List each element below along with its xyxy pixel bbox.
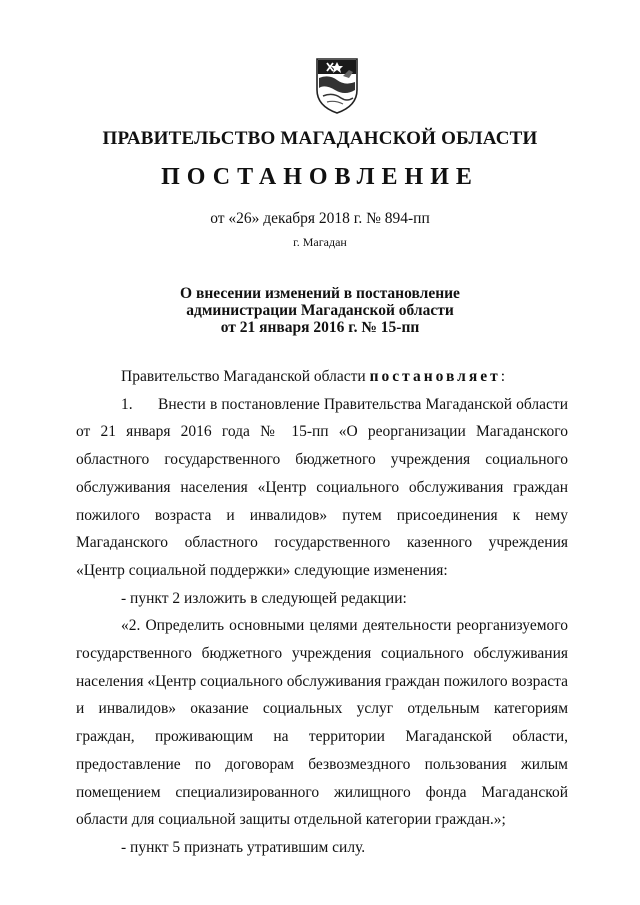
item-1-paragraph: [76, 391, 568, 585]
subject-line-2: администрации Магаданской области: [186, 302, 454, 319]
point-5-text: - пункт 5 признать утратившим силу.: [121, 838, 366, 856]
point-2-text: «2. Определить основными целями деятельности реорганизуемого государственного бюджетного учреждения социального обслуживания населения «Центр социального обслуживания граждан пожилого возраста и инвалидов» оказание социальных услуг отдельным категориям граждан, проживающим на территории Магаданской области, предоставление по договорам безвозмездного пользования жилым помещением специализированного жилищного фонда Магаданской области для социальной защиты отдельной категории граждан.»;: [76, 617, 568, 829]
preamble-verb: постановляет: [369, 368, 501, 385]
subject-line-3: от 21 января 2016 г. № 15-пп: [220, 319, 420, 336]
coat-of-arms-icon: [313, 56, 361, 116]
document-subject: [0, 285, 640, 336]
item-1-text: Внести в постановление Правительства Магаданской области от 21 января 2016 года № 15-пп «О реорганизации Магаданского областного государственного бюджетного учреждения социального обслуживания населения «Центр социального обслуживания граждан пожилого возраста и инвалидов» путем присоединения к нему Магаданского областного государственного казенного учреждения «Центр социальной поддержки» следующие изменения:: [76, 395, 568, 579]
point-2-intro: - пункт 2 изложить в следующей редакции:: [121, 589, 407, 607]
subject-line-1: О внесении изменений в постановление: [180, 285, 460, 302]
document-city: г. Магадан: [293, 235, 347, 249]
document-body: [76, 363, 568, 862]
government-title: ПРАВИТЕЛЬСТВО МАГАДАНСКОЙ ОБЛАСТИ: [102, 128, 538, 149]
item-1-number: 1.: [121, 395, 133, 413]
preamble-text: Правительство Магаданской области: [121, 368, 370, 385]
preamble-end: :: [500, 368, 506, 385]
document-type: ПОСТАНОВЛЕНИЕ: [161, 164, 479, 190]
document-date-number: от «26» декабря 2018 г. № 894-пп: [210, 210, 430, 227]
preamble-paragraph: [76, 363, 568, 391]
